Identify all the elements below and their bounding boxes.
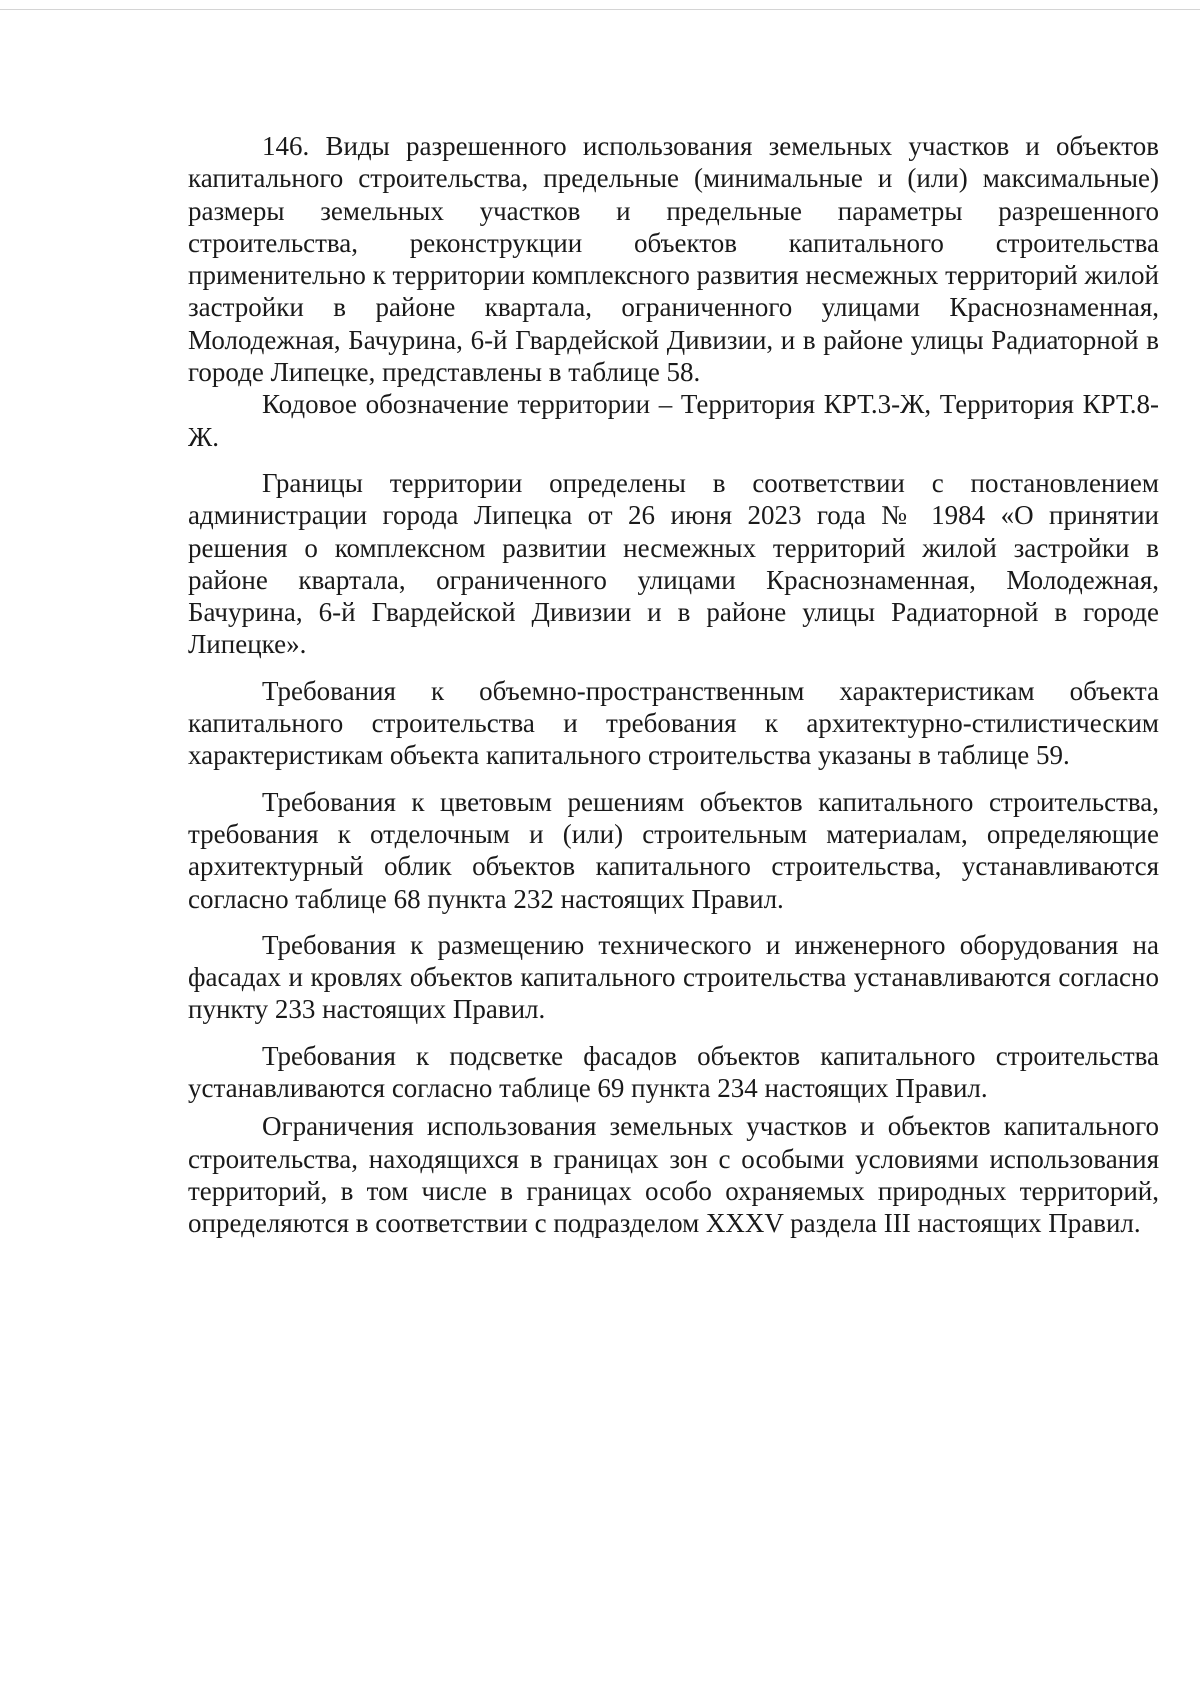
paragraph-color-requirements: Требования к цветовым решениям объектов капитального строительства, требования к отделочным и (или) строительным материалам, определяющие архитектурный облик объектов капитального строительства, устанавливаются согласно таблице 68 пункта 232 настоящих Правил. (188, 786, 1159, 914)
paragraph-equipment-placement: Требования к размещению технического и инженерного оборудования на фасадах и кровлях объектов капитального строительства устанавливаются согласно пункту 233 настоящих Правил. (188, 929, 1159, 1025)
paragraph-usage-restrictions: Ограничения использования земельных участков и объектов капитального строительства, находящихся в границах зон с особыми условиями использования территорий, в том числе в границах особо охраняемых природных территорий, определяются в соответствии с подразделом XXXV раздела III настоящих Правил. (188, 1111, 1159, 1239)
paragraph-facade-lighting: Требования к подсветке фасадов объектов капитального строительства устанавливаются согласно таблице 69 пункта 234 настоящих Правил. (188, 1040, 1159, 1104)
document-body (188, 130, 1159, 1240)
scan-edge-line (0, 9, 1200, 10)
paragraph-146-permitted-uses: 146. Виды разрешенного использования земельных участков и объектов капитального строительства, предельные (минимальные и (или) максимальные) размеры земельных участков и предельные параметры разрешенного строительства, реконструкции объектов капитального строительства применительно к территории комплексного развития несмежных территорий жилой застройки в районе квартала, ограниченного улицами Краснознаменная, Молодежная, Бачурина, 6-й Гвардейской Дивизии, и в районе улицы Радиаторной в городе Липецке, представлены в таблице 58. (188, 131, 1159, 388)
paragraph-volume-spatial-requirements: Требования к объемно-пространственным характеристикам объекта капитального строительства и требования к архитектурно-стилистическим характеристикам объекта капитального строительства указаны в таблице 59. (188, 675, 1159, 771)
paragraph-territory-code: Кодовое обозначение территории – Территория КРТ.3-Ж, Территория КРТ.8-Ж. (188, 389, 1159, 452)
paragraph-territory-borders: Границы территории определены в соответствии с постановлением администрации города Липецка от 26 июня 2023 года № 1984 «О принятии решения о комплексном развитии несмежных территорий жилой застройки в районе квартала, ограниченного улицами Краснознаменная, Молодежная, Бачурина, 6-й Гвардейской Дивизии и в районе улицы Радиаторной в городе Липецке». (188, 467, 1159, 660)
